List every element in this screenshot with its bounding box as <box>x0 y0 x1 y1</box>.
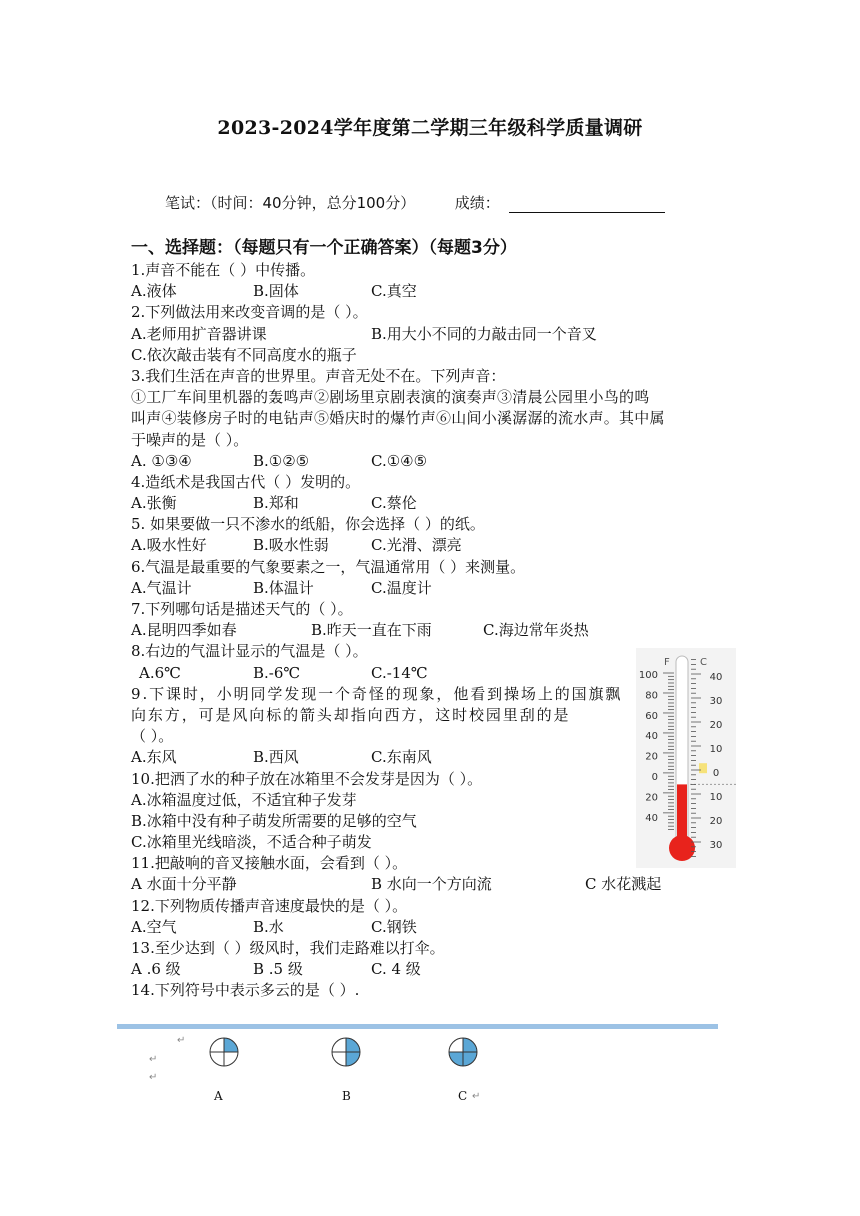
answer-option: C.-14℃ <box>371 663 428 682</box>
option-row <box>131 959 731 980</box>
answer-option: B.固体 <box>253 282 299 301</box>
divider-rule <box>117 1024 718 1029</box>
option-row <box>131 620 731 641</box>
score-label: 成绩： <box>454 194 500 212</box>
celsius-tick-label: 30 <box>709 696 723 707</box>
answer-option: C.光滑、漂亮 <box>371 536 462 555</box>
question-text: B.冰箱中没有种子萌发所需要的足够的空气 <box>131 811 417 830</box>
answer-option: C.钢铁 <box>371 917 417 936</box>
answer-option: B .5 级 <box>253 960 303 979</box>
section-heading: 一、选择题：（每题只有一个正确答案）（每题3分） <box>131 238 517 258</box>
question-text: A.冰箱温度过低，不适宜种子发芽 <box>131 790 357 809</box>
option-row <box>131 324 731 345</box>
symbol-label-c: C <box>458 1089 468 1103</box>
answer-option: B.体温计 <box>253 578 314 597</box>
celsius-unit: C <box>700 657 707 668</box>
fahrenheit-tick-label: 0 <box>651 772 658 783</box>
answer-option: B.①②⑤ <box>253 451 310 470</box>
answer-option: A.空气 <box>131 917 177 936</box>
fahrenheit-tick-label: 100 <box>638 670 658 681</box>
fahrenheit-tick-label: 20 <box>645 792 658 804</box>
score-blank <box>509 195 665 213</box>
question-stem: 9.下课时，小明同学发现一个奇怪的现象，他看到操场上的国旗飘 <box>131 684 623 703</box>
answer-option: C. 4 级 <box>371 960 421 979</box>
option-row <box>131 281 731 302</box>
page-title: 2023-2024学年度第二学期三年级科学质量调研 <box>217 117 643 139</box>
answer-option: A.张衡 <box>131 494 177 513</box>
celsius-tick-label: 10 <box>709 744 723 755</box>
answer-option: A.昆明四季如春 <box>131 621 237 640</box>
fahrenheit-tick-label: 60 <box>645 710 658 722</box>
answer-option: A. ①③④ <box>131 451 192 470</box>
reading-marker <box>699 763 707 773</box>
answer-option: A.6℃ <box>139 663 181 682</box>
answer-option: B.昨天一直在下雨 <box>311 621 432 640</box>
answer-option: B.郑和 <box>253 494 299 513</box>
question-stem: 3.我们生活在声音的世界里。声音无处不在。下列声音： <box>131 366 506 385</box>
option-row <box>131 493 731 514</box>
answer-option: A.吸水性好 <box>131 536 207 555</box>
answer-option: B.-6℃ <box>253 663 301 682</box>
question-stem: 10.把洒了水的种子放在冰箱里不会发芽是因为（ ）。 <box>131 769 483 788</box>
fahrenheit-unit: F <box>664 657 670 668</box>
return-mark: ↵ <box>472 1091 481 1102</box>
exam-info: 笔试：（时间：40分钟，总分100分） <box>165 194 416 212</box>
answer-option: B.用大小不同的力敲击同一个音叉 <box>371 324 597 343</box>
answer-option: C.海边常年炎热 <box>483 621 589 640</box>
question-text: （ ）。 <box>131 727 174 746</box>
question-text: 于噪声的是（ ）。 <box>131 430 249 449</box>
answer-option: A 水面十分平静 <box>131 875 237 894</box>
question-stem: 12.下列物质传播声音速度最快的是（ ）。 <box>131 896 408 915</box>
question-stem: 6.气温是最重要的气象要素之一，气温通常用（ ）来测量。 <box>131 557 526 576</box>
answer-option: C.温度计 <box>371 578 432 597</box>
return-mark: ↵ <box>149 1054 158 1065</box>
question-text: 叫声④装修房子时的电钻声⑤婚庆时的爆竹声⑥山间小溪潺潺的流水声。其中属 <box>131 409 665 428</box>
fahrenheit-tick-label: 40 <box>645 731 658 743</box>
celsius-tick-label: 40 <box>709 672 723 683</box>
fahrenheit-tick-label: 20 <box>645 751 658 763</box>
question-stem: 14.下列符号中表示多云的是（ ）. <box>131 981 360 1000</box>
answer-option: A.东风 <box>131 748 177 767</box>
symbol-label-a: A <box>214 1089 223 1103</box>
weather-symbol-c <box>447 1036 479 1068</box>
thermometer-figure <box>636 648 736 868</box>
weather-symbol-b <box>330 1036 362 1068</box>
question-stem: 4.造纸术是我国古代（ ）发明的。 <box>131 472 361 491</box>
celsius-tick-label: 20 <box>709 720 723 731</box>
celsius-tick-label: 20 <box>709 816 723 827</box>
symbol-label-b: B <box>342 1089 351 1103</box>
answer-option: B.吸水性弱 <box>253 536 329 555</box>
question-stem: 2.下列做法用来改变音调的是（ ）。 <box>131 303 368 322</box>
question-list <box>131 260 731 1002</box>
answer-option: C.蔡伦 <box>371 494 417 513</box>
question-text: C.依次敲击装有不同高度水的瓶子 <box>131 345 357 364</box>
question-stem: 11.把敲响的音叉接触水面，会看到（ ）。 <box>131 854 408 873</box>
answer-option: B.水 <box>253 917 284 936</box>
option-row <box>131 578 731 599</box>
answer-option: B 水向一个方向流 <box>371 875 492 894</box>
thermometer-liquid <box>677 784 687 848</box>
option-row <box>131 917 731 938</box>
exam-info-line <box>165 192 665 213</box>
answer-option: A.气温计 <box>131 578 192 597</box>
answer-option: B.西风 <box>253 748 299 767</box>
celsius-tick-label: 0 <box>712 768 720 779</box>
question-stem: 1.声音不能在（ ）中传播。 <box>131 261 316 279</box>
weather-symbol-a <box>208 1036 240 1068</box>
option-row <box>131 874 731 895</box>
option-row <box>131 535 731 556</box>
question-text: ①工厂车间里机器的轰鸣声②剧场里京剧表演的演奏声③清晨公园里小鸟的鸣 <box>131 388 650 407</box>
answer-option: C.真空 <box>371 282 417 301</box>
answer-option: C 水花溅起 <box>585 875 662 894</box>
answer-option: A.液体 <box>131 282 177 301</box>
option-row <box>131 451 731 472</box>
question-stem: 13.至少达到（ ）级风时，我们走路难以打伞。 <box>131 939 445 957</box>
fahrenheit-tick-label: 80 <box>645 690 658 702</box>
celsius-tick-label: 30 <box>709 840 723 851</box>
fahrenheit-tick-label: 40 <box>645 812 658 824</box>
return-mark: ↵ <box>177 1035 186 1046</box>
answer-option: A .6 级 <box>131 960 181 979</box>
answer-option: A.老师用扩音器讲课 <box>131 324 267 343</box>
return-mark: ↵ <box>149 1072 158 1083</box>
question-text: 向东方，可是风向标的箭头却指向西方，这时校园里刮的是 <box>131 705 571 724</box>
answer-option: C.东南风 <box>371 748 432 767</box>
celsius-tick-label: 10 <box>709 792 723 803</box>
question-stem: 5. 如果要做一只不渗水的纸船，你会选择（ ）的纸。 <box>131 515 485 534</box>
question-stem: 8.右边的气温计显示的气温是（ ）。 <box>131 642 368 661</box>
answer-option: C.①④⑤ <box>371 451 428 470</box>
question-stem: 7.下列哪句话是描述天气的（ ）。 <box>131 600 353 618</box>
question-text: C.冰箱里光线暗淡，不适合种子萌发 <box>131 833 372 852</box>
